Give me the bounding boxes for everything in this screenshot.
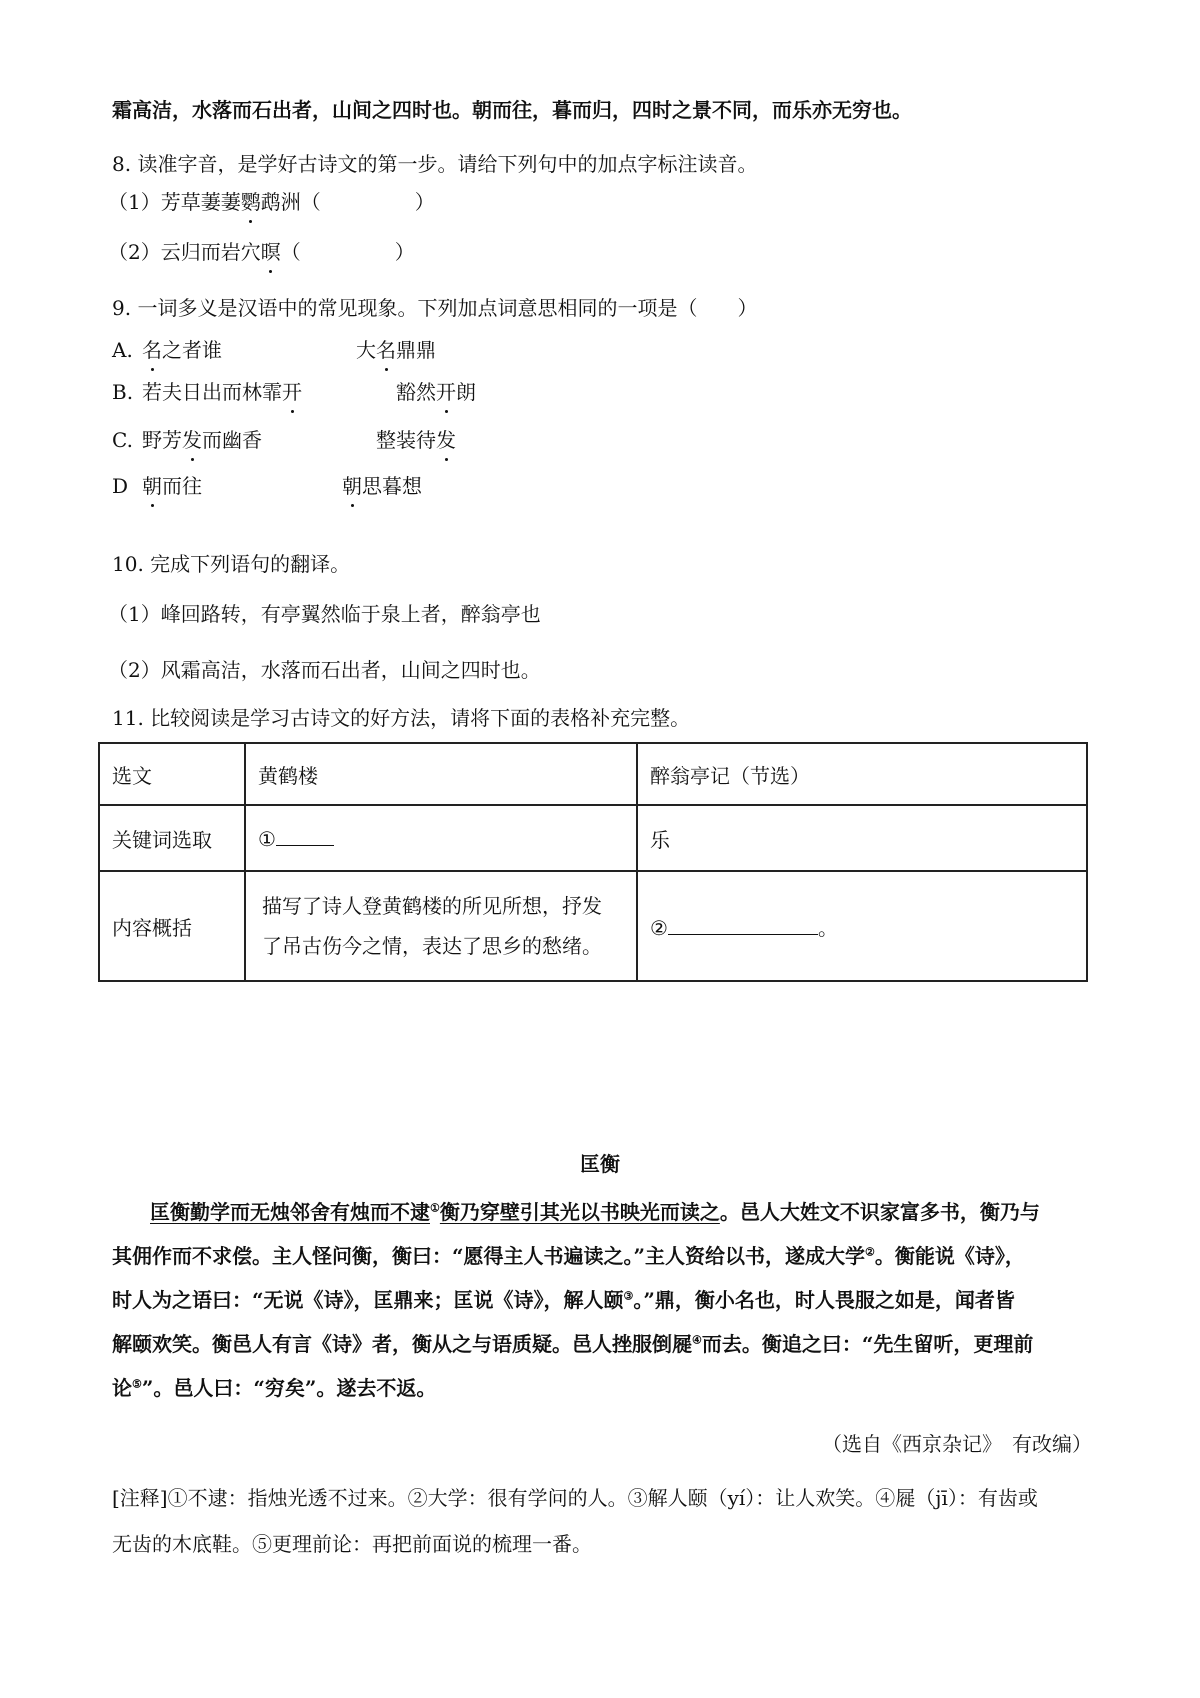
underlined-sentence: 衡乃穿壁引其光以书映光而读之 [439, 1200, 720, 1224]
q8-item2-text: （2）云归而岩穴 [108, 240, 261, 264]
dotted-char: 名 [142, 338, 162, 362]
table-cell: 乐 [637, 805, 1087, 871]
option-label: C. [112, 428, 133, 452]
answer-blank[interactable] [276, 825, 334, 846]
summary-line: 了吊古伤今之情，表达了思乡的愁绪。 [262, 934, 602, 958]
underlined-sentence: 匡衡勤学而无烛邻舍有烛而不逮 [150, 1200, 430, 1224]
q8-item2-close: ） [394, 240, 415, 264]
footnote-marker: ⑤ [132, 1377, 142, 1391]
answer-number: ① [258, 827, 276, 851]
passage-text: ”。邑人曰：“穷矣”。遂去不返。 [141, 1376, 437, 1400]
option-text: 大 [356, 338, 376, 362]
passage-text: 。衡能说《诗》， [874, 1244, 1025, 1268]
table-cell: 关键词选取 [99, 805, 245, 871]
table-row [99, 743, 1087, 805]
footnote-marker: ② [865, 1245, 875, 1259]
q10-item2: （2）风霜高洁，水落而石出者，山间之四时也。 [108, 658, 541, 682]
option-b-phrase [376, 426, 456, 454]
passage-line-4 [112, 1330, 1033, 1358]
option-label: D [112, 474, 129, 498]
option-text: 朗 [456, 380, 476, 404]
dotted-char: 开 [436, 380, 456, 404]
q8-item1-text-after: 鹉洲（ [260, 190, 321, 214]
comparison-table [98, 742, 1088, 982]
answer-number: ② [650, 915, 668, 940]
passage-title: 匡衡 [580, 1152, 620, 1176]
option-text: 之者谁 [162, 338, 222, 362]
footnote-marker: ③ [623, 1289, 634, 1303]
q8-item1 [108, 188, 435, 216]
q10-item1: （1）峰回路转，有亭翼然临于泉上者，醉翁亭也 [108, 602, 541, 626]
answer-suffix: 。 [817, 915, 838, 940]
q9-option-a[interactable] [112, 336, 436, 364]
passage-text: 。邑人大姓文不识家富多书，衡乃与 [719, 1200, 1040, 1224]
option-b-phrase [356, 336, 436, 364]
option-text: 若夫日出而林霏 [142, 380, 282, 404]
annotation-line-1: [注释]①不逮：指烛光透不过来。②大学：很有学问的人。③解人颐（yí）：让人欢笑。④屣（jī）：有齿或 [112, 1486, 1038, 1510]
table-header-cell: 黄鹤楼 [245, 743, 637, 805]
table-header-cell: 醉翁亭记（节选） [637, 743, 1087, 805]
q9-stem: 9. 一词多义是汉语中的常见现象。下列加点词意思相同的一项是（ ） [112, 296, 758, 320]
answer-blank[interactable] [668, 914, 818, 935]
q8-item2-text-after: （ [280, 240, 301, 264]
dotted-char: 朝 [142, 474, 162, 498]
option-text: 思暮想 [362, 474, 422, 498]
q9-option-c[interactable] [112, 426, 456, 454]
dotted-char: 发 [436, 428, 456, 452]
option-b-phrase [396, 378, 476, 406]
q11-stem: 11. 比较阅读是学习古诗文的好方法，请将下面的表格补充完整。 [112, 706, 691, 730]
q10-stem: 10. 完成下列语句的翻译。 [112, 552, 351, 576]
option-label: A. [112, 338, 133, 362]
table-row [99, 871, 1087, 981]
option-text: 鼎鼎 [396, 338, 436, 362]
dotted-char: 名 [376, 338, 396, 362]
q9-option-b[interactable] [112, 378, 476, 406]
passage-line-2 [112, 1242, 1025, 1270]
dotted-char: 发 [182, 428, 202, 452]
summary-line: 描写了诗人登黄鹤楼的所见所想，抒发 [262, 894, 602, 918]
footnote-marker: ④ [692, 1333, 702, 1347]
q9-option-d[interactable] [112, 472, 422, 500]
q8-item1-text: （1）芳草萋萋 [108, 190, 241, 214]
annotation-line-2: 无齿的木底鞋。⑤更理前论：再把前面说的梳理一番。 [112, 1532, 592, 1556]
passage-line-5 [112, 1374, 436, 1402]
table-cell [245, 871, 637, 981]
table-cell: 内容概括 [99, 871, 245, 981]
q8-stem: 8. 读准字音，是学好古诗文的第一步。请给下列句中的加点字标注读音。 [112, 152, 758, 176]
passage-line-3 [112, 1286, 1015, 1314]
passage-source: （选自《西京杂记》 有改编） [822, 1432, 1092, 1456]
passage-text: 时人为之语曰：“无说《诗》，匡鼎来；匡说《诗》，解人颐 [112, 1288, 624, 1312]
q8-item2-dotted-char: 暝 [260, 240, 281, 264]
answer-cell-2[interactable] [637, 871, 1087, 981]
footnote-marker: ① [430, 1201, 440, 1215]
table-row [99, 805, 1087, 871]
option-text: 野芳 [142, 428, 182, 452]
option-text: 而幽香 [202, 428, 262, 452]
answer-cell-1[interactable] [245, 805, 637, 871]
passage-line-1 [150, 1198, 1040, 1226]
q8-item1-dotted-char: 鹦 [240, 190, 261, 214]
option-b-phrase [342, 472, 422, 500]
passage-text: 其佣作而不求偿。主人怪问衡，衡曰：“愿得主人书遍读之。”主人资给以书，遂成大学 [112, 1244, 866, 1268]
passage-continuation: 霜高洁，水落而石出者，山间之四时也。朝而往，暮而归，四时之景不同，而乐亦无穷也。 [112, 98, 912, 122]
q8-item1-close: ） [414, 190, 435, 214]
passage-text: 而去。衡追之曰：“先生留听，更理前 [701, 1332, 1034, 1356]
table-header-cell: 选文 [99, 743, 245, 805]
option-text: 而往 [162, 474, 202, 498]
q8-item2 [108, 238, 415, 266]
option-text: 整装待 [376, 428, 436, 452]
option-label: B. [112, 380, 134, 404]
passage-text: 。”鼎，衡小名也，时人畏服之如是，闻者皆 [633, 1288, 1015, 1312]
passage-text: 论 [112, 1376, 132, 1400]
dotted-char: 开 [282, 380, 302, 404]
passage-text: 解颐欢笑。衡邑人有言《诗》者，衡从之与语质疑。邑人挫服倒屣 [112, 1332, 692, 1356]
dotted-char: 朝 [342, 474, 362, 498]
option-text: 豁然 [396, 380, 436, 404]
